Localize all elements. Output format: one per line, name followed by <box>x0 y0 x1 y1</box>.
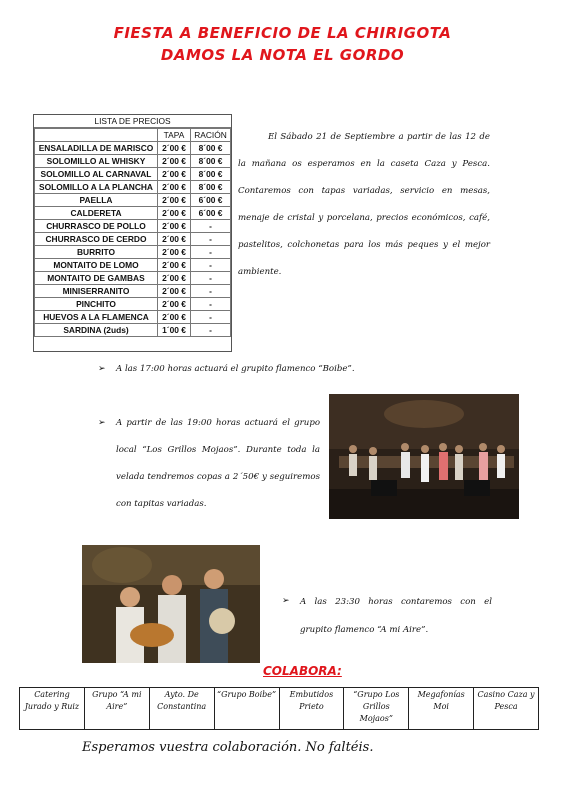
sponsors-row <box>20 688 539 730</box>
intro-paragraph: El Sábado 21 de Septiembre a partir de las 12 de la mañana os esperamos en la caseta Caza y Pesca. Contaremos con tapas variadas, servicio en mesas, menaje de cristal y porcelana, precios económicos, café, pastelitos, colchonetas para los más peques y el mejor ambiente. <box>238 132 490 277</box>
price-item-name: ENSALADILLA DE MARISCO <box>35 142 158 155</box>
price-row <box>35 181 231 194</box>
price-item-tapa: 2´00 € <box>158 311 191 324</box>
price-item-racion: 6´00 € <box>191 194 231 207</box>
price-item-tapa: 2´00 € <box>158 259 191 272</box>
price-row <box>35 272 231 285</box>
price-row <box>35 155 231 168</box>
band-on-stage-photo <box>329 394 519 519</box>
price-item-tapa: 2´00 € <box>158 155 191 168</box>
price-item-tapa: 2´00 € <box>158 246 191 259</box>
price-item-racion: - <box>191 272 231 285</box>
price-header-name <box>35 129 158 142</box>
price-row <box>35 285 231 298</box>
price-row <box>35 168 231 181</box>
event-subtitle: DAMOS LA NOTA EL GORDO <box>160 46 405 64</box>
price-item-racion: - <box>191 233 231 246</box>
price-item-name: SOLOMILLO AL CARNAVAL <box>35 168 158 181</box>
sponsor-cell: Ayto. De Constantina <box>149 688 214 730</box>
price-row <box>35 259 231 272</box>
price-item-name: CHURRASCO DE POLLO <box>35 220 158 233</box>
price-item-name: CALDERETA <box>35 207 158 220</box>
schedule-item-1 <box>98 356 398 383</box>
price-header-tapa: TAPA <box>158 129 191 142</box>
price-item-name: PINCHITO <box>35 298 158 311</box>
price-row <box>35 233 231 246</box>
schedule-item-2-text: A partir de las 19:00 horas actuará el grupo local “Los Grillos Mojaos”. Durante toda la velada tendremos copas a 2´50€ y seguiremos con tapitas variadas. <box>116 418 320 509</box>
price-item-tapa: 2´00 € <box>158 168 191 181</box>
price-item-name: SOLOMILLO AL WHISKY <box>35 155 158 168</box>
price-row <box>35 324 231 337</box>
price-row <box>35 246 231 259</box>
price-row <box>35 220 231 233</box>
schedule-item-1-text: A las 17:00 horas actuará el grupito flamenco “Boibe”. <box>116 364 355 374</box>
price-row <box>35 298 231 311</box>
price-header-racion: RACIÓN <box>191 129 231 142</box>
price-row <box>35 194 231 207</box>
guitarists-group-photo <box>82 545 260 663</box>
price-item-tapa: 2´00 € <box>158 181 191 194</box>
price-item-racion: 6´00 € <box>191 207 231 220</box>
arrow-bullet-icon: ➢ <box>98 418 106 428</box>
price-item-racion: - <box>191 324 231 337</box>
price-item-tapa: 2´00 € <box>158 285 191 298</box>
price-item-racion: - <box>191 259 231 272</box>
sponsor-cell: “Grupo Boibe” <box>214 688 279 730</box>
sponsor-cell: Embutidos Prieto <box>279 688 344 730</box>
price-item-name: MINISERRANITO <box>35 285 158 298</box>
price-item-racion: - <box>191 246 231 259</box>
price-list-caption: LISTA DE PRECIOS <box>34 115 231 128</box>
arrow-bullet-icon: ➢ <box>98 364 106 374</box>
price-item-racion: 8´00 € <box>191 168 231 181</box>
sponsor-cell: “Grupo Los Grillos Mojaos” <box>344 688 409 730</box>
price-row <box>35 142 231 155</box>
sponsor-cell: Catering Jurado y Ruiz <box>20 688 85 730</box>
price-item-name: BURRITO <box>35 246 158 259</box>
price-item-tapa: 2´00 € <box>158 220 191 233</box>
price-item-tapa: 2´00 € <box>158 233 191 246</box>
price-item-name: SOLOMILLO A LA PLANCHA <box>35 181 158 194</box>
price-item-racion: - <box>191 311 231 324</box>
schedule-item-3 <box>282 588 492 644</box>
price-item-name: HUEVOS A LA FLAMENCA <box>35 311 158 324</box>
schedule-item-3-text: A las 23:30 horas contaremos con el grupito flamenco “A mi Aire”. <box>300 597 492 635</box>
sponsors-table <box>19 687 539 730</box>
price-item-tapa: 2´00 € <box>158 142 191 155</box>
price-item-tapa: 2´00 € <box>158 272 191 285</box>
price-item-racion: 8´00 € <box>191 181 231 194</box>
price-header-row <box>35 129 231 142</box>
price-item-racion: - <box>191 285 231 298</box>
price-item-name: MONTAITO DE GAMBAS <box>35 272 158 285</box>
event-title: FIESTA A BENEFICIO DE LA CHIRIGOTA <box>113 24 452 42</box>
price-item-name: MONTAITO DE LOMO <box>35 259 158 272</box>
price-item-racion: - <box>191 298 231 311</box>
price-item-racion: 8´00 € <box>191 142 231 155</box>
price-item-tapa: 2´00 € <box>158 207 191 220</box>
sponsor-cell: Casino Caza y Pesca <box>474 688 539 730</box>
schedule-item-2 <box>98 410 320 518</box>
sponsor-cell: Grupo “A mi Aire” <box>84 688 149 730</box>
arrow-bullet-icon: ➢ <box>282 596 290 606</box>
price-item-racion: 8´00 € <box>191 155 231 168</box>
price-item-racion: - <box>191 220 231 233</box>
price-row <box>35 207 231 220</box>
colabora-heading: COLABORA: <box>263 664 342 678</box>
price-item-tapa: 1´00 € <box>158 324 191 337</box>
price-item-tapa: 2´00 € <box>158 298 191 311</box>
price-item-name: CHURRASCO DE CERDO <box>35 233 158 246</box>
price-item-name: SARDINA (2uds) <box>35 324 158 337</box>
price-row <box>35 311 231 324</box>
price-item-tapa: 2´00 € <box>158 194 191 207</box>
price-list-table <box>33 114 232 352</box>
sponsor-cell: Megafonías Moi <box>409 688 474 730</box>
price-item-name: PAELLA <box>35 194 158 207</box>
closing-message: Esperamos vuestra colaboración. No faltéis. <box>82 740 374 755</box>
